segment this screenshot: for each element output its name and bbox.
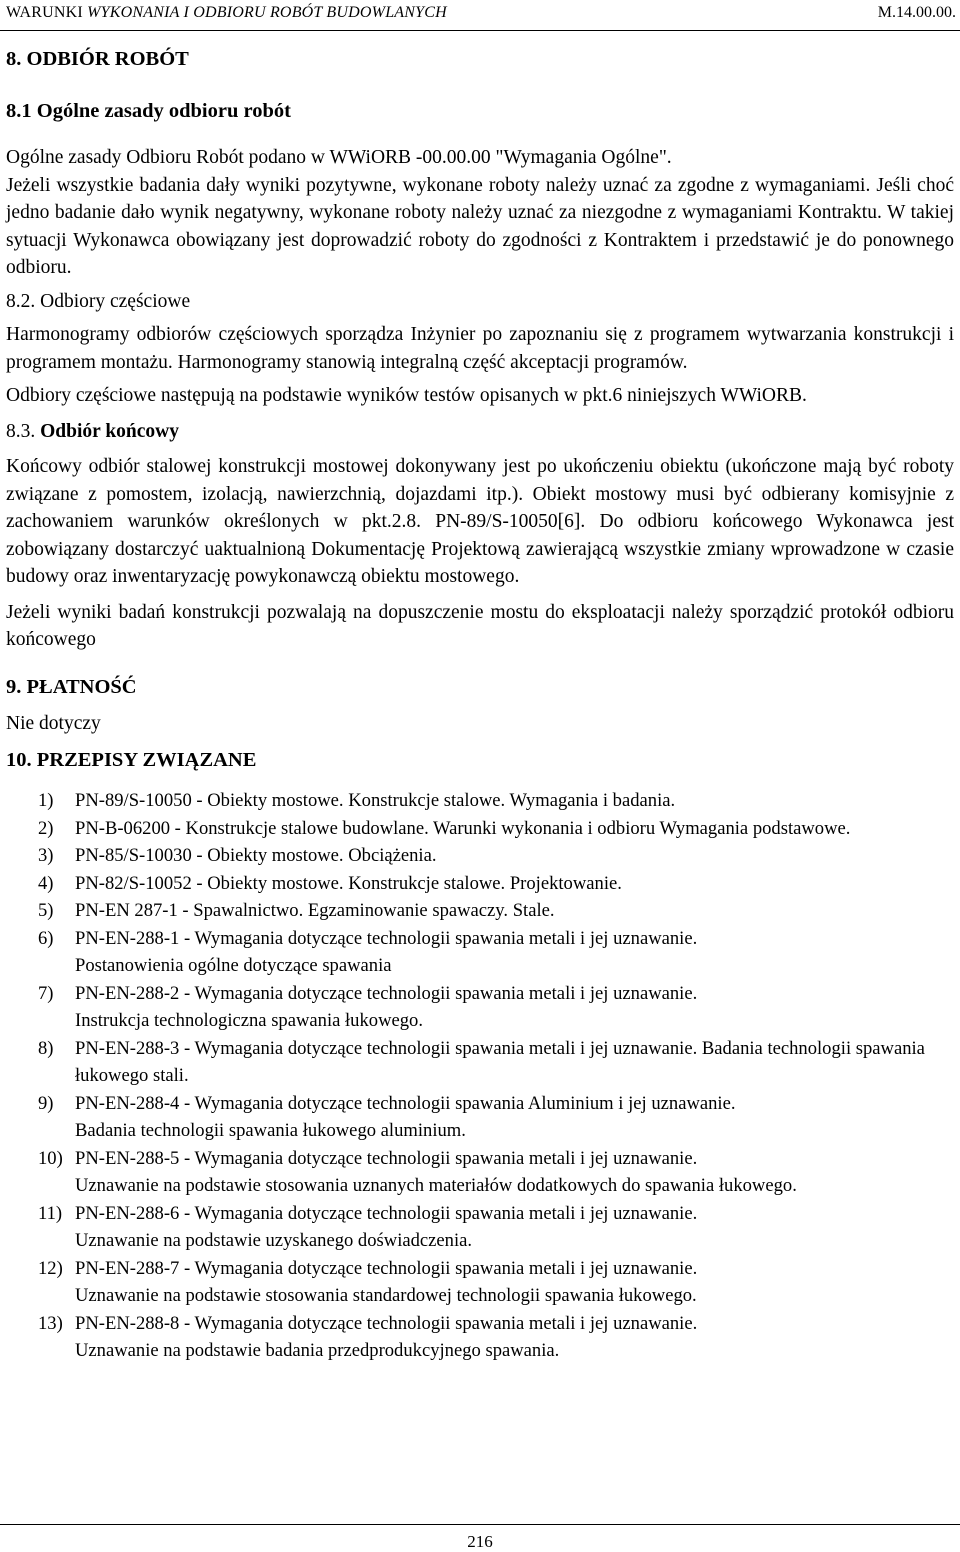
list-item-number: 11) [38,1202,63,1224]
list-item [6,1255,954,1310]
list-item-number: 13) [38,1312,63,1334]
header-title-plain: WARUNKI [6,4,83,21]
section-9-text: Nie dotyczy [6,712,101,734]
regulations-list [6,787,954,1365]
section-8-1-intro: Ogólne zasady Odbioru Robót podano w WWiORB -00.00.00 "Wymagania Ogólne". [6,147,672,168]
header-title-italic: WYKONANIA I ODBIORU ROBÓT BUDOWLANYCH [87,4,447,21]
list-item [6,1310,954,1365]
list-item-text: PN-EN-288-8 - Wymagania dotyczące technologii spawania metali i jej uznawanie. [75,1312,698,1334]
list-item-number: 2) [38,817,54,839]
list-item [6,897,954,925]
section-8-3-number: 8.3. [6,420,36,442]
header-title [6,0,447,26]
list-item [6,787,954,815]
list-item-text: PN-89/S-10050 - Obiekty mostowe. Konstrukcje stalowe. Wymagania i badania. [75,790,676,811]
section-8-3-paragraph-1: Końcowy odbiór stalowej konstrukcji mostowej dokonywany jest po ukończeniu obiektu (ukończone mają być roboty związane z pomostem, izolacją, nawierzchnią, dojazdami itp.). Obiekt mostowy musi być odbierany komisyjnie z zachowaniem warunków określonych w pkt.2.8. PN-89/S-10050[6]. Do odbioru końcowego Wykonawca jest zobowiązany dostarczyć uaktualnioną Dokumentację Projektową zawierającą wszystkie zmiany wprowadzone w czasie budowy oraz inwentaryzację powykonawczą obiektu mostowego. [6,456,954,587]
list-item-text-continued: Postanowienia ogólne dotyczące spawania [75,955,392,976]
list-item-number: 10) [38,1147,63,1169]
list-item [6,870,954,898]
list-item-text: PN-EN-288-1 - Wymagania dotyczące technologii spawania metali i jej uznawanie. [75,927,698,949]
list-item [6,1200,954,1255]
list-item-text-continued: Instrukcja technologiczna spawania łukowego. [75,1010,423,1031]
list-item-number: 4) [38,872,54,894]
section-8-3-title [6,418,954,446]
section-8-3-heading: Odbiór końcowy [40,420,180,442]
list-item-number: 7) [38,982,54,1004]
list-item-number: 5) [38,900,54,921]
list-item-number: 12) [38,1257,63,1279]
list-item-text: PN-EN-288-7 - Wymagania dotyczące technologii spawania metali i jej uznawanie. [75,1257,698,1279]
section-8-2-title: 8.2. Odbiory częściowe [6,290,191,312]
section-9-title: 9. PŁATNOŚĆ [6,675,137,698]
list-item-text: PN-EN-288-4 - Wymagania dotyczące technologii spawania Aluminium i jej uznawanie. [75,1092,736,1114]
list-item-number: 3) [38,845,54,866]
list-item-text: PN-EN-288-5 - Wymagania dotyczące technologii spawania metali i jej uznawanie. [75,1147,698,1169]
list-item-text: PN-EN-288-2 - Wymagania dotyczące technologii spawania metali i jej uznawanie. [75,982,698,1004]
list-item-text: PN-EN-288-3 - Wymagania dotyczące technologii spawania metali i jej uznawanie. Badania technologii spawania łukowego stali. [75,1037,925,1086]
list-item [6,1145,954,1200]
section-8-3-paragraph-2: Jeżeli wyniki badań konstrukcji pozwalają na dopuszczenie mostu do eksploatacji należy sporządzić protokół odbioru końcowego [6,601,954,650]
list-item-number: 1) [38,790,54,811]
section-8-2-paragraph-1: Harmonogramy odbiorów częściowych sporządza Inżynier po zapoznaniu się z programem wytwarzania konstrukcji i programem montażu. Harmonogramy stanowią integralną część akceptacji programów. [6,324,954,373]
list-item-number: 6) [38,927,54,949]
list-item-text: PN-B-06200 - Konstrukcje stalowe budowlane. Warunki wykonania i odbioru Wymagania podstawowe. [75,817,851,839]
footer-divider [0,1524,960,1525]
list-item-text-continued: Uznawanie na podstawie badania przedprodukcyjnego spawania. [75,1340,560,1361]
page-header [0,0,960,31]
list-item [6,925,954,980]
list-item-text-continued: Uznawanie na podstawie uzyskanego doświadczenia. [75,1230,473,1251]
section-10-title: 10. PRZEPISY ZWIĄZANE [6,749,257,771]
page-content [6,44,954,1365]
list-item-text-continued: Uznawanie na podstawie stosowania standardowej technologii spawania łukowego. [75,1285,697,1306]
list-item [6,1035,954,1090]
list-item [6,815,954,843]
section-8-1-title: 8.1 Ogólne zasady odbioru robót [6,100,291,122]
list-item [6,842,954,870]
list-item-text: PN-EN 287-1 - Spawalnictwo. Egzaminowanie spawaczy. Stale. [75,900,555,921]
list-item-number: 9) [38,1092,54,1114]
page-number: 216 [467,1532,493,1551]
list-item-text: PN-EN-288-6 - Wymagania dotyczące technologii spawania metali i jej uznawanie. [75,1202,698,1224]
section-8-2-paragraph-2: Odbiory częściowe następują na podstawie wyników testów opisanych w pkt.6 niniejszych WWiORB. [6,385,807,406]
list-item [6,1090,954,1145]
list-item-text: PN-85/S-10030 - Obiekty mostowe. Obciążenia. [75,845,437,866]
list-item-number: 8) [38,1037,54,1059]
list-item-text-continued: Uznawanie na podstawie stosowania uznanych materiałów dodatkowych do spawania łukowego. [75,1175,797,1196]
list-item-text-continued: Badania technologii spawania łukowego aluminium. [75,1120,466,1141]
list-item [6,980,954,1035]
header-spec-code: M.14.00.00. [877,4,956,21]
list-item-text: PN-82/S-10052 - Obiekty mostowe. Konstrukcje stalowe. Projektowanie. [75,872,622,894]
section-8-1-paragraph: Jeżeli wszystkie badania dały wyniki pozytywne, wykonane roboty należy uznać za zgodne z wymaganiami. Jeśli choć jedno badanie dało wynik negatywny, wykonane roboty należy uznać za niezgodne z wymaganiami Kontraktu. W takiej sytuacji Wykonawca obowiązany jest doprowadzić roboty do zgodności z Kontraktem i przedstawić je do ponownego odbioru. [6,174,954,278]
section-8-title: 8. ODBIÓR ROBÓT [6,48,189,70]
